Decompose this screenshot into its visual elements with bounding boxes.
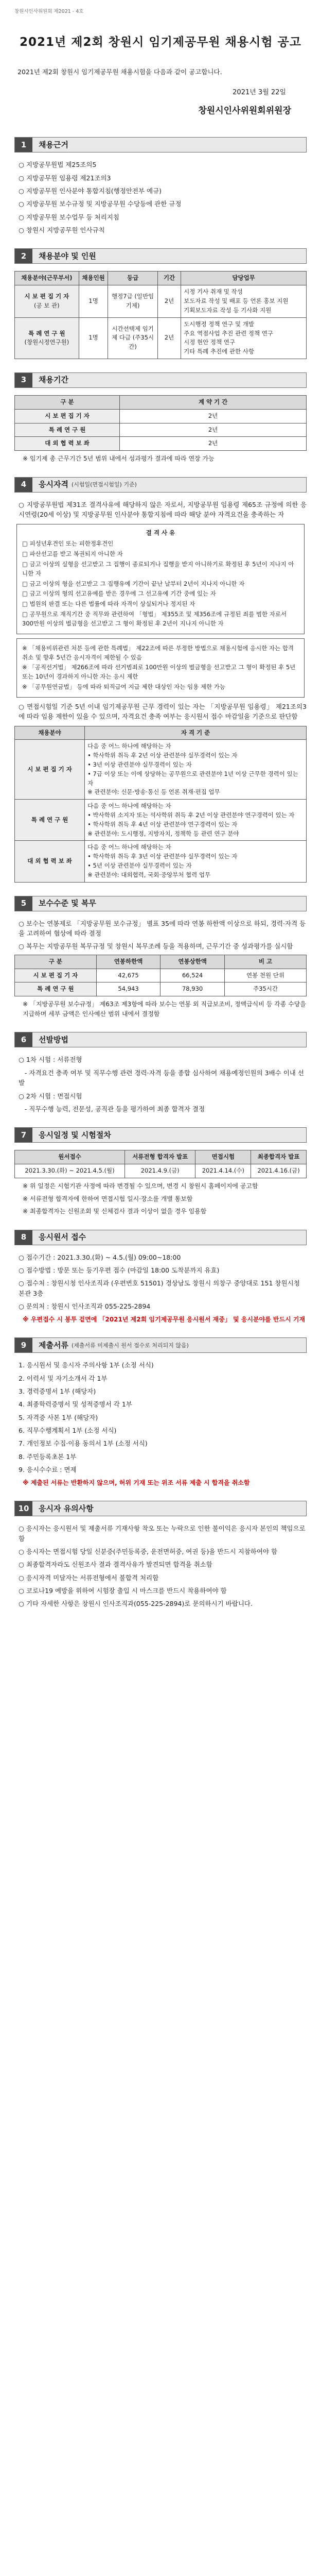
- section-title: 응시일정 및 시험절차: [39, 1130, 111, 1140]
- section-number: 4: [15, 478, 32, 492]
- selection-item: - 자격요건 충족 여부 및 직무수행 관련 경력·자격 등을 종합 심사하여 채용예정인원의 3배수 이내 선발: [19, 1069, 304, 1087]
- disqualification-item: □ 공무원으로 재직기간 중 직무와 관련하여 「형법」 제355조 및 제356조에 규정된 죄를 범한 자로서 300만원 이상의 벌금형을 선고받고 그 형이 확정된 후 2년이 지나지 아니한 자: [22, 611, 287, 627]
- table-row: 시 보 편 집 기 자 다음 중 어느 하나에 해당하는 자 • 학사학위 취득 후 2년 이상 관련분야 실무경력이 있는 자 • 3년 이상 관련분야 실무경력이 있는 자 • 7급 이상 또는 이에 상당하는 공무원으로 관련분야 1년 이상 근무한 경력이 있는 자 ※ 관련분야: 신문·방송·통신 등 언론 취재·편집 업무: [15, 740, 307, 800]
- section-title: 응시자 유의사항: [39, 1503, 94, 1513]
- schedule-note: ※ 최종합격자는 신원조회 및 신체검사 결과 이상이 없을 경우 임용함: [23, 1208, 207, 1215]
- application-item: ○ 문의처 : 창원시 인사조직과 055-225-2894: [19, 1302, 151, 1311]
- section-header-7: [14, 1127, 307, 1143]
- document-item: 2. 이력서 및 자기소개서 각 1부: [19, 1374, 108, 1382]
- period-cell: 2년: [157, 317, 181, 359]
- table-row: 2021.3.30.(화) ~ 2021.4.5.(월) 2021.4.9.(금) 2021.4.14.(수) 2021.4.16.(금): [15, 1164, 307, 1178]
- disqualification-item: □ 금고 이상의 실형을 선고받고 그 집행이 종료되거나 집행을 받지 아니하기로 확정된 후 5년이 지나지 아니한 자: [22, 561, 294, 577]
- duties-cell: 시정 기사 취재 및 작성 보도자료 작성 및 배포 등 언론 홍보 지원 기획보도자료 작성 등 기사화 지원: [181, 285, 307, 317]
- selection-item: ○ 1차 시험 : 서류전형: [19, 1056, 82, 1064]
- eligibility-note: ※ 「공직선거법」 제266조에 따라 선거범죄로 100만원 이상의 벌금형을 선고받고 그 형이 확정된 후 5년 또는 10년이 경과하지 아니한 자는 응시 제한: [22, 664, 296, 681]
- grade-cell: 시간선택제 임기제 다급 (주35시간): [108, 317, 157, 359]
- caution-item: ○ 응시자격 미달자는 서류전형에서 불합격 처리함: [19, 1573, 159, 1582]
- field-cell: 시 보 편 집 기 자 (공 보 관): [15, 285, 79, 317]
- caution-item: ○ 코로나19 예방을 위하여 시험장 출입 시 마스크를 반드시 착용하여야 함: [19, 1587, 227, 1595]
- signer-name: 창원시인사위원회위원장: [198, 105, 291, 116]
- disqualification-item: □ 법원의 판결 또는 다른 법률에 따라 자격이 상실되거나 정지된 자: [22, 600, 195, 608]
- grade-cell: 행정7급 (일반임기제): [108, 285, 157, 317]
- pay-item: ○ 복무는 지방공무원 복무규정 및 창원시 복무조례 등을 적용하며, 근무기간 중 성과평가를 실시함: [19, 942, 293, 951]
- eligibility-intro: ○ 지방공무원법 제31조 결격사유에 해당하지 않은 자로서, 지방공무원 임용령 제65조 규정에 의한 응시연령(20세 이상) 및 지방공무원 인사분야 통합지침에 따라 해당 분야 자격요건을 충족하는 자: [19, 500, 307, 519]
- section-number: 6: [15, 1032, 32, 1047]
- document-title: 2021년 제2회 창원시 임기제공무원 채용시험 공고: [20, 35, 301, 49]
- section-number: 1: [15, 138, 32, 152]
- section-number: 7: [15, 1128, 32, 1142]
- contract-note: ※ 임기제 총 근무기간 5년 범위 내에서 성과평가 결과에 따라 연장 가능: [23, 455, 215, 463]
- application-warning: ※ 우편접수 시 봉투 겉면에 「2021년 제2회 임기제공무원 응시원서 재중」 및 응시분야를 반드시 기재: [23, 1315, 306, 1323]
- section-title: 채용분야 및 인원: [39, 251, 96, 261]
- announcement-date: 2021년 3월 22일: [233, 88, 286, 96]
- section-header-1: [14, 137, 307, 152]
- section-number: 10: [15, 1501, 32, 1516]
- section-title: 선발방법: [39, 1035, 68, 1044]
- document-warning: ※ 제출된 서류는 반환하지 않으며, 허위 기재 또는 위조 서류 제출 시 합격을 취소함: [23, 1479, 250, 1486]
- section-title: 보수수준 및 복무: [39, 899, 96, 908]
- schedule-note: ※ 위 일정은 시험기관 사정에 따라 변경될 수 있으며, 변경 시 창원시 홈페이지에 공고함: [23, 1182, 258, 1190]
- selection-item: ○ 2차 시험 : 면접시험: [19, 1092, 82, 1100]
- section-title: 채용근거: [39, 140, 68, 149]
- disqualification-item: □ 금고 이상의 형을 선고받고 그 집행유예 기간이 끝난 날부터 2년이 지나지 아니한 자: [22, 580, 245, 587]
- column-header: 채용분야(근무부서): [15, 272, 79, 285]
- column-header: 담당업무: [181, 272, 307, 285]
- caution-item: ○ 최종합격자라도 신원조사 결과 결격사유가 발견되면 합격을 취소함: [19, 1561, 212, 1569]
- section-header-4: [14, 477, 307, 493]
- column-header: 등급: [108, 272, 157, 285]
- s1-item: ○ 지방공무원법 제25조의5: [19, 161, 97, 169]
- caution-item: ○ 응시자는 면접시험 당일 신분증(주민등록증, 운전면허증, 여권 등)을 반드시 지참하여야 함: [19, 1547, 278, 1555]
- eligibility-restriction: ○ 면접시험일 기준 5년 이내 임기제공무원 근무 경력이 있는 자는 「지방공무원 임용령」 제21조의3에 따라 임용 제한이 있을 수 있으며, 자격요건 충족 여부는 응시원서 접수 마감일을 기준으로 판단함: [19, 702, 307, 721]
- eligibility-note: ※ 「채용비위관련 처분 등에 관한 특례법」 제22조에 따른 부정한 방법으로 채용시험에 응시한 자는 합격 취소 및 향후 5년간 응시자격이 제한될 수 있음: [22, 644, 294, 661]
- s1-list: [14, 160, 307, 235]
- table-row: 특 례 연 구 원 다음 중 어느 하나에 해당하는 자 • 박사학위 소지자 또는 석사학위 취득 후 2년 이상 관련분야 연구경력이 있는 자 • 학사학위 취득 후 4년 이상 관련분야 연구경력이 있는 자 ※ 관련분야: 도시행정, 지방자치, 정책학 등 관련 연구 분야: [15, 800, 307, 841]
- disqualification-box: [16, 524, 305, 634]
- section-title: 채용기간: [39, 375, 68, 385]
- section-header-8: [14, 1230, 307, 1245]
- disqualification-item: □ 파산선고를 받고 복권되지 아니한 자: [22, 550, 123, 558]
- section-number: 8: [15, 1230, 32, 1245]
- column-header: 구 분: [15, 395, 120, 409]
- document-reference: 창원시인사위원회 제2021 - 4호: [14, 9, 84, 14]
- s1-item: ○ 창원시 지방공무원 인사규칙: [19, 226, 105, 234]
- document-item: 6. 직무수행계획서 1부 (소정 서식): [19, 1427, 117, 1435]
- caution-item: ○ 기타 자세한 사항은 창원시 인사조직과(055-225-2894)로 문의하시기 바랍니다.: [19, 1600, 253, 1608]
- document-item: 9. 응시수수료 : 면제: [19, 1466, 77, 1474]
- box-heading: 결 격 사 유: [146, 529, 175, 536]
- duties-cell: 도시행정 정책 연구 및 개발 주요 역점사업 추진 관련 정책 연구 시정 현안 정책 연구 기타 특례 추진에 관한 사항: [181, 317, 307, 359]
- section-header-3: [14, 372, 307, 388]
- application-item: ○ 접수방법 : 방문 또는 등기우편 접수 (마감일 18:00 도착분까지 유효): [19, 1266, 220, 1275]
- column-header: 구 분: [15, 955, 97, 969]
- document-item: 7. 개인정보 수집·이용 동의서 1부 (소정 서식): [19, 1439, 148, 1448]
- section-title: 제출서류 (제출서류 미제출시 원서 접수로 처리되지 않음): [39, 1340, 189, 1350]
- column-header: 최종합격자 발표: [251, 1150, 307, 1164]
- disqualification-item: □ 피성년후견인 또는 피한정후견인: [22, 540, 114, 548]
- eligibility-note: ※ 「공무원연금법」 등에 따라 퇴직급여 지급 제한 대상인 자는 임용 제한 가능: [22, 683, 226, 690]
- column-header: 연봉하한액: [96, 955, 160, 969]
- section-header-5: [14, 896, 307, 911]
- section-header-10: [14, 1501, 307, 1516]
- section-header-2: [14, 248, 307, 264]
- document-item: 4. 최종학력증명서 및 성적증명서 각 1부: [19, 1400, 132, 1409]
- pay-note: ※ 「지방공무원 보수규정」 제63조 제3항에 따라 보수는 연봉 외 직급보조비, 정액급식비 등 각종 수당을 지급하며 세부 금액은 인사예산 범위 내에서 결정함: [23, 1001, 306, 1018]
- table-row: [15, 317, 307, 359]
- intro-text: 2021년 제2회 창원시 임기제공무원 채용시험을 다음과 같이 공고합니다.: [17, 68, 222, 76]
- section-number: 2: [15, 249, 32, 263]
- eligibility-notes-box: [16, 638, 305, 698]
- selection-item: - 직무수행 능력, 전문성, 공직관 등을 평가하여 최종 합격자 결정: [19, 1105, 205, 1113]
- application-item: ○ 접수기간 : 2021.3.30.(화) ~ 4.5.(월) 09:00~18:00: [19, 1253, 181, 1261]
- application-item: ○ 접수처 : 창원시청 인사조직과 (우편번호 51501) 경상남도 창원시 의창구 중앙대로 151 창원시청 본관 3층: [19, 1279, 300, 1297]
- section-number: 5: [15, 896, 32, 911]
- column-header: 면접시험: [195, 1150, 251, 1164]
- contract-period-table: [14, 395, 307, 451]
- document-item: 8. 주민등록초본 1부: [19, 1452, 77, 1461]
- table-row: 시 보 편 집 기 자 42,675 66,524 연봉 천원 단위: [15, 969, 307, 982]
- count-cell: 1명: [79, 317, 108, 359]
- schedule-table: [14, 1150, 307, 1178]
- table-row: [15, 285, 307, 317]
- table-row: 시 보 편 집 기 자 2년: [15, 409, 307, 423]
- disqualification-item: □ 금고 이상의 형의 선고유예를 받은 경우에 그 선고유예 기간 중에 있는 자: [22, 590, 216, 598]
- document-item: 3. 경력증명서 1부 (해당자): [19, 1387, 96, 1395]
- column-header: 채용인원: [79, 272, 108, 285]
- period-cell: 2년: [157, 285, 181, 317]
- recruitment-table: [14, 271, 307, 359]
- caution-item: ○ 응시자는 응시원서 및 제출서류 기재사항 착오 또는 누락으로 인한 불이익은 응시자 본인의 책임으로 함: [19, 1524, 306, 1543]
- column-header: 원서접수: [15, 1150, 125, 1164]
- section-title: 응시원서 접수: [39, 1232, 86, 1242]
- s1-item: ○ 지방공무원 인사분야 통합지침(행정안전부 예규): [19, 187, 162, 195]
- table-row: 대 외 협 력 보 좌 2년: [15, 437, 307, 451]
- section-header-9: [14, 1337, 307, 1353]
- section-header-6: [14, 1032, 307, 1047]
- s1-item: ○ 지방공무원 보수업무 등 처리지침: [19, 213, 119, 221]
- s1-item: ○ 지방공무원 보수규정 및 지방공무원 수당등에 관한 규정: [19, 200, 182, 208]
- s1-item: ○ 지방공무원 임용령 제21조의3: [19, 174, 111, 182]
- column-header: 연봉상한액: [160, 955, 225, 969]
- column-header: 계 약 기 간: [120, 395, 307, 409]
- table-row: 대 외 협 력 보 좌 다음 중 어느 하나에 해당하는 자 • 학사학위 취득 후 3년 이상 관련분야 실무경력이 있는 자 • 5년 이상 관련분야 실무경력이 있는 자 ※ 관련분야: 대외협력, 국회·중앙부처 협력 업무: [15, 841, 307, 882]
- count-cell: 1명: [79, 285, 108, 317]
- schedule-note: ※ 서류전형 합격자에 한하여 면접시험 일시·장소를 개별 통보함: [23, 1195, 193, 1202]
- section-number: 9: [15, 1338, 32, 1352]
- column-header: 서류전형 합격자 발표: [124, 1150, 195, 1164]
- column-header: 기간: [157, 272, 181, 285]
- salary-table: [14, 955, 307, 996]
- document-item: 1. 응시원서 및 응시자 주의사항 1부 (소정 서식): [19, 1361, 154, 1369]
- table-row: 특 례 연 구 원 2년: [15, 423, 307, 437]
- field-cell: 특 례 연 구 원 (창원시정연구원): [15, 317, 79, 359]
- column-header: 자 격 기 준: [85, 726, 307, 740]
- pay-item: ○ 보수는 연봉제로 「지방공무원 보수규정」 별표 35에 따라 연봉 하한액 이상으로 하되, 경력·자격 등을 고려하여 협상에 따라 결정: [19, 919, 306, 938]
- section-title: 응시자격 (시험일(면접시험일) 기준): [39, 480, 137, 489]
- column-header: 비 고: [224, 955, 306, 969]
- document-item: 5. 자격증 사본 1부 (해당자): [19, 1413, 98, 1421]
- section-number: 3: [15, 373, 32, 387]
- column-header: 채용분야: [15, 726, 85, 740]
- qualification-table: [14, 726, 307, 883]
- table-row: 특 례 연 구 원 54,943 78,930 주35시간: [15, 982, 307, 996]
